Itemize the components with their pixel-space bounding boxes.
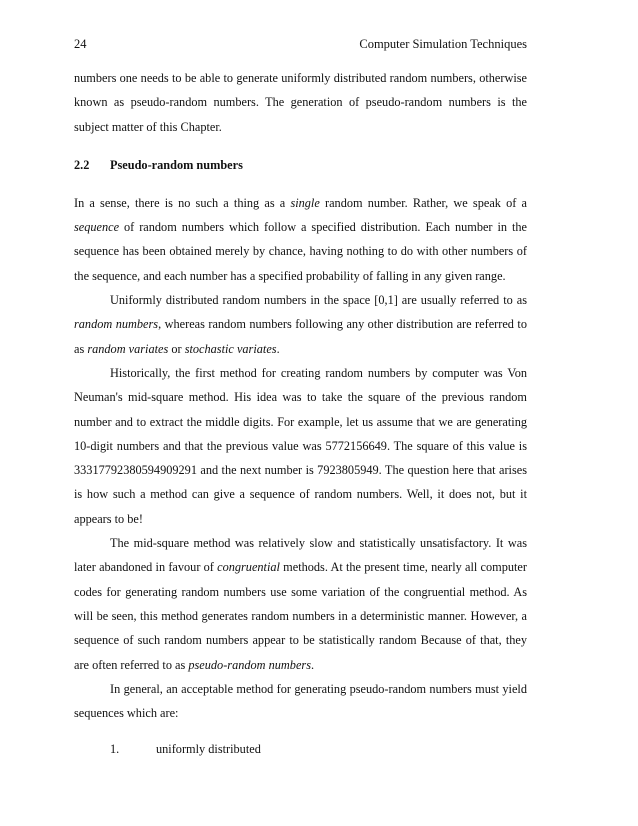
text-run: The mid-square method was relatively slow and statistically unsatisfactory. It was later abandoned in favour of: [74, 536, 527, 575]
text-run: methods. At the present time, nearly all computer codes for generating random numbers use some variation of the congruential method. As will be seen, this method generates random numbers in a deterministic manner. However, a sequence of such random numbers appear to be statistically random Because of that, they are often referred to as: [74, 560, 527, 672]
page-header: [74, 36, 527, 52]
text-run: .: [276, 341, 280, 356]
list-item: [74, 737, 527, 761]
intro-paragraph: numbers one needs to be able to generate uniformly distributed random numbers, otherwise known as pseudo-random numbers. The generation of pseudo-random numbers is the subject matter of this Chapter.: [74, 71, 527, 134]
list-item-text: uniformly distributed: [156, 742, 261, 757]
paragraph-requirements: In general, an acceptable method for generating pseudo-random numbers must yield sequences which are:: [74, 681, 527, 721]
paragraph-congruential: [74, 531, 527, 677]
emphasis-sequence: sequence: [74, 220, 120, 235]
running-title: Computer Simulation Techniques: [359, 37, 527, 51]
page-number: 24: [74, 37, 87, 51]
section-heading: [74, 153, 527, 177]
paragraph-uniform-definition: [74, 288, 527, 361]
text-run: , whereas random numbers following any other distribution are referred to as: [74, 317, 527, 356]
paragraph-sequence-definition: [74, 191, 527, 288]
text-run: Uniformly distributed random numbers in the space [0,1] are usually referred to as: [110, 293, 527, 308]
emphasis-pseudo-random-numbers: pseudo-random numbers: [188, 657, 311, 672]
document-page: [74, 36, 527, 761]
text-run: of random numbers which follow a specified distribution. Each number in the sequence has been obtained merely by chance, having nothing to do with other numbers of the sequence, and each number has a specified probability of falling in any given range.: [74, 220, 527, 283]
emphasis-single: single: [290, 195, 320, 210]
text-run: In a sense, there is no such a thing as a: [74, 195, 291, 210]
section-title: Pseudo-random numbers: [110, 157, 243, 172]
section-number: 2.2: [74, 157, 90, 172]
emphasis-random-variates: random variates: [87, 341, 169, 356]
text-run: .: [310, 657, 315, 672]
emphasis-congruential: congruential: [217, 560, 280, 575]
text-run: random number. Rather, we speak of a: [319, 195, 527, 210]
emphasis-stochastic-variates: stochastic variates: [184, 341, 277, 356]
emphasis-random-numbers: random numbers: [74, 317, 159, 332]
text-run: or: [168, 341, 185, 356]
list-item-number: 1.: [110, 742, 120, 757]
paragraph-mid-square: Historically, the first method for creating random numbers by computer was Von Neuman's mid-square method. His idea was to take the square of the previous random number and to extract the middle digits. For example, let us assume that we are generating 10-digit numbers and that the previous value was 5772156649. The square of this value is 33317792380594909291 and the next number is 7923805949. The question here that arises is how such a method can give a sequence of random numbers. Well, it does not, but it appears to be!: [74, 365, 527, 526]
